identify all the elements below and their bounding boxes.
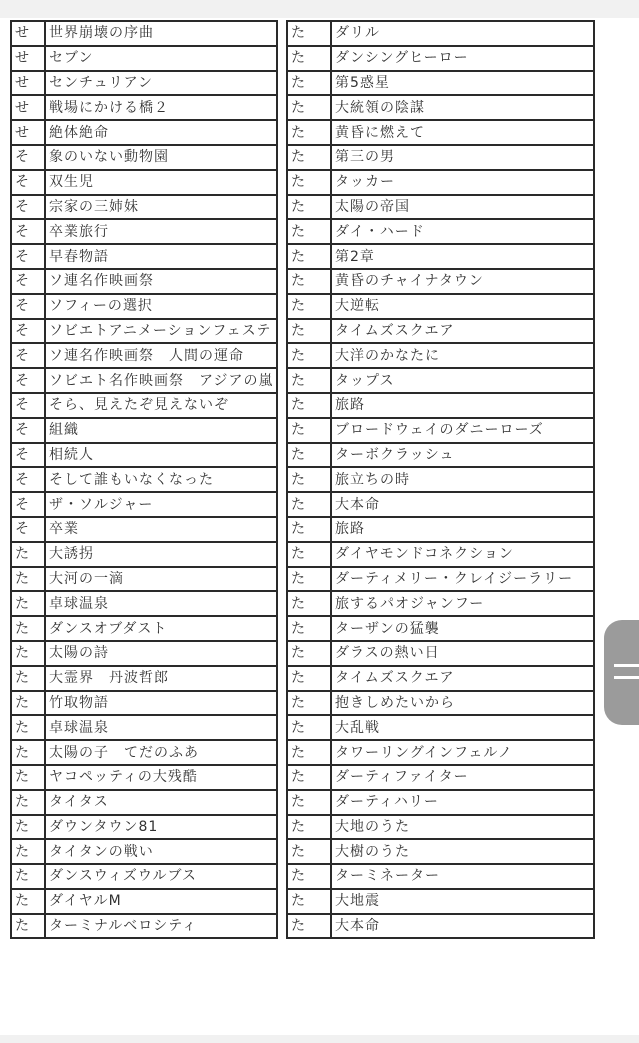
kana-cell: た <box>11 790 45 815</box>
kana-cell: た <box>11 567 45 592</box>
movie-table-left <box>10 20 278 939</box>
title-cell: ソビエトアニメーションフェステ <box>45 319 277 344</box>
kana-cell: た <box>287 790 331 815</box>
title-cell: ダイヤルM <box>45 889 277 914</box>
kana-cell: そ <box>11 467 45 492</box>
kana-cell: た <box>287 219 331 244</box>
kana-cell: た <box>287 492 331 517</box>
kana-cell: た <box>287 170 331 195</box>
title-cell: 黄昏のチャイナタウン <box>331 269 594 294</box>
table-row <box>287 145 594 170</box>
table-row <box>287 443 594 468</box>
table-row <box>287 567 594 592</box>
kana-cell: せ <box>11 21 45 46</box>
table-row <box>287 542 594 567</box>
title-cell: 旅するパオジャンフー <box>331 591 594 616</box>
table-row <box>287 591 594 616</box>
title-cell: ソビエト名作映画祭 アジアの嵐 <box>45 368 277 393</box>
table-row <box>11 790 277 815</box>
kana-cell: そ <box>11 368 45 393</box>
title-cell: タイムズスクエア <box>331 319 594 344</box>
title-cell: 宗家の三姉妹 <box>45 195 277 220</box>
title-cell: 組織 <box>45 418 277 443</box>
table-row <box>287 641 594 666</box>
table-row <box>287 492 594 517</box>
kana-cell: そ <box>11 294 45 319</box>
table-row <box>11 616 277 641</box>
table-row <box>11 715 277 740</box>
title-cell: 太陽の詩 <box>45 641 277 666</box>
title-cell: ダウンタウン81 <box>45 815 277 840</box>
kana-cell: せ <box>11 71 45 96</box>
table-row <box>287 467 594 492</box>
kana-cell: そ <box>11 443 45 468</box>
kana-cell: た <box>287 46 331 71</box>
title-cell: 絶体絶命 <box>45 120 277 145</box>
kana-cell: そ <box>11 319 45 344</box>
table-row <box>287 715 594 740</box>
title-cell: 早春物語 <box>45 244 277 269</box>
title-cell: セブン <box>45 46 277 71</box>
kana-cell: た <box>11 641 45 666</box>
kana-cell: た <box>287 443 331 468</box>
kana-cell: た <box>287 145 331 170</box>
table-row <box>11 418 277 443</box>
table-row <box>287 343 594 368</box>
title-cell: 黄昏に燃えて <box>331 120 594 145</box>
kana-cell: た <box>11 715 45 740</box>
title-cell: 相続人 <box>45 443 277 468</box>
title-cell: ダンシングヒーロー <box>331 46 594 71</box>
kana-cell: た <box>287 839 331 864</box>
title-cell: 大本命 <box>331 914 594 939</box>
kana-cell: た <box>287 740 331 765</box>
kana-cell: た <box>11 616 45 641</box>
kana-cell: た <box>287 715 331 740</box>
title-cell: 卒業 <box>45 517 277 542</box>
title-cell: 大地のうた <box>331 815 594 840</box>
title-cell: 世界崩壊の序曲 <box>45 21 277 46</box>
title-cell: そして誰もいなくなった <box>45 467 277 492</box>
table-row <box>11 542 277 567</box>
title-cell: 大乱戦 <box>331 715 594 740</box>
title-cell: ダーティファイター <box>331 765 594 790</box>
title-cell: 戦場にかける橋２ <box>45 95 277 120</box>
table-row <box>11 641 277 666</box>
title-cell: ターボクラッシュ <box>331 443 594 468</box>
bottom-bar <box>0 1035 639 1043</box>
table-row <box>11 443 277 468</box>
kana-cell: た <box>287 343 331 368</box>
title-cell: ザ・ソルジャー <box>45 492 277 517</box>
table-row <box>11 765 277 790</box>
title-cell: 大逆転 <box>331 294 594 319</box>
table-row <box>287 418 594 443</box>
table-row <box>11 492 277 517</box>
kana-cell: せ <box>11 46 45 71</box>
kana-cell: た <box>287 120 331 145</box>
title-cell: 太陽の帝国 <box>331 195 594 220</box>
title-cell: そら、見えたぞ見えないぞ <box>45 393 277 418</box>
kana-cell: そ <box>11 418 45 443</box>
table-row <box>11 368 277 393</box>
title-cell: ダイヤモンドコネクション <box>331 542 594 567</box>
title-cell: 大誘拐 <box>45 542 277 567</box>
kana-cell: た <box>287 517 331 542</box>
table-row <box>11 195 277 220</box>
table-row <box>11 294 277 319</box>
kana-cell: た <box>287 467 331 492</box>
kana-cell: た <box>287 294 331 319</box>
title-cell: ソ連名作映画祭 人間の運命 <box>45 343 277 368</box>
kana-cell: た <box>287 393 331 418</box>
kana-cell: た <box>11 691 45 716</box>
table-row <box>11 343 277 368</box>
table-row <box>11 591 277 616</box>
kana-cell: そ <box>11 492 45 517</box>
title-cell: ターミナルベロシティ <box>45 914 277 939</box>
kana-cell: た <box>287 418 331 443</box>
title-cell: 大統領の陰謀 <box>331 95 594 120</box>
table-row <box>11 244 277 269</box>
kana-cell: た <box>287 542 331 567</box>
kana-cell: た <box>287 71 331 96</box>
table-row <box>287 195 594 220</box>
title-cell: タワーリングインフェルノ <box>331 740 594 765</box>
title-cell: 大洋のかなたに <box>331 343 594 368</box>
title-cell: 太陽の子 てだのふあ <box>45 740 277 765</box>
table-row <box>287 319 594 344</box>
kana-cell: た <box>287 567 331 592</box>
title-cell: 象のいない動物園 <box>45 145 277 170</box>
table-row <box>287 815 594 840</box>
kana-cell: そ <box>11 343 45 368</box>
table-row <box>287 120 594 145</box>
table-row <box>11 839 277 864</box>
table-row <box>287 616 594 641</box>
kana-cell: た <box>11 839 45 864</box>
table-row <box>287 244 594 269</box>
title-cell: ソ連名作映画祭 <box>45 269 277 294</box>
table-row <box>11 319 277 344</box>
table-row <box>11 219 277 244</box>
title-cell: ダンスオブダスト <box>45 616 277 641</box>
table-row <box>287 170 594 195</box>
title-cell: ソフィーの選択 <box>45 294 277 319</box>
table-row <box>287 864 594 889</box>
kana-cell: た <box>287 691 331 716</box>
kana-cell: た <box>287 368 331 393</box>
kana-cell: そ <box>11 145 45 170</box>
table-row <box>11 691 277 716</box>
kana-cell: そ <box>11 393 45 418</box>
movie-table-right <box>286 20 595 939</box>
table-row <box>11 666 277 691</box>
table-row <box>287 691 594 716</box>
table-row <box>287 790 594 815</box>
title-cell: 旅路 <box>331 517 594 542</box>
title-cell: 大本命 <box>331 492 594 517</box>
table-row <box>11 21 277 46</box>
title-cell: ターザンの猛襲 <box>331 616 594 641</box>
table-row <box>11 567 277 592</box>
title-cell: 第5惑星 <box>331 71 594 96</box>
table-row <box>287 71 594 96</box>
kana-cell: た <box>287 914 331 939</box>
title-cell: 第2章 <box>331 244 594 269</box>
title-cell: ダラスの熱い日 <box>331 641 594 666</box>
kana-cell: た <box>11 591 45 616</box>
title-cell: 大樹のうた <box>331 839 594 864</box>
kana-cell: そ <box>11 195 45 220</box>
table-row <box>287 21 594 46</box>
kana-cell: そ <box>11 244 45 269</box>
title-cell: 卓球温泉 <box>45 715 277 740</box>
kana-cell: た <box>287 21 331 46</box>
kana-cell: そ <box>11 269 45 294</box>
kana-cell: た <box>11 815 45 840</box>
title-cell: 卒業旅行 <box>45 219 277 244</box>
table-row <box>11 914 277 939</box>
title-cell: タイムズスクエア <box>331 666 594 691</box>
kana-cell: た <box>287 815 331 840</box>
kana-cell: た <box>287 641 331 666</box>
title-cell: 大霊界 丹波哲郎 <box>45 666 277 691</box>
kana-cell: た <box>287 244 331 269</box>
table-row <box>287 517 594 542</box>
table-row <box>287 740 594 765</box>
kana-cell: た <box>11 740 45 765</box>
title-cell: タイタス <box>45 790 277 815</box>
title-cell: ヤコペッティの大残酷 <box>45 765 277 790</box>
title-cell: タッカー <box>331 170 594 195</box>
title-cell: 第三の男 <box>331 145 594 170</box>
table-row <box>11 120 277 145</box>
table-row <box>287 914 594 939</box>
kana-cell: た <box>287 864 331 889</box>
table-row <box>287 269 594 294</box>
title-cell: 卓球温泉 <box>45 591 277 616</box>
kana-cell: た <box>11 889 45 914</box>
kana-cell: た <box>11 864 45 889</box>
kana-cell: た <box>287 765 331 790</box>
title-cell: センチュリアン <box>45 71 277 96</box>
top-bar <box>0 0 639 18</box>
table-row <box>287 368 594 393</box>
table-row <box>11 46 277 71</box>
table-row <box>11 517 277 542</box>
title-cell: 抱きしめたいから <box>331 691 594 716</box>
title-cell: ブロードウェイのダニーローズ <box>331 418 594 443</box>
title-cell: ダイ・ハード <box>331 219 594 244</box>
table-row <box>11 170 277 195</box>
table-row <box>287 219 594 244</box>
table-row <box>11 740 277 765</box>
table-row <box>287 393 594 418</box>
kana-cell: た <box>287 195 331 220</box>
table-row <box>287 666 594 691</box>
kana-cell: た <box>287 319 331 344</box>
table-row <box>11 269 277 294</box>
title-cell: ダーティメリー・クレイジーラリー <box>331 567 594 592</box>
side-panel-handle[interactable] <box>604 620 639 725</box>
kana-cell: た <box>11 914 45 939</box>
kana-cell: た <box>287 591 331 616</box>
title-cell: ダリル <box>331 21 594 46</box>
kana-cell: た <box>11 542 45 567</box>
kana-cell: た <box>11 765 45 790</box>
table-row <box>287 294 594 319</box>
table-row <box>11 393 277 418</box>
title-cell: ダンスウィズウルブス <box>45 864 277 889</box>
kana-cell: た <box>287 666 331 691</box>
kana-cell: た <box>287 889 331 914</box>
table-row <box>11 95 277 120</box>
table-row <box>11 467 277 492</box>
kana-cell: せ <box>11 95 45 120</box>
kana-cell: そ <box>11 170 45 195</box>
kana-cell: そ <box>11 517 45 542</box>
title-cell: 大河の一滴 <box>45 567 277 592</box>
kana-cell: せ <box>11 120 45 145</box>
handle-line-icon <box>614 664 639 667</box>
title-cell: 双生児 <box>45 170 277 195</box>
table-row <box>11 889 277 914</box>
title-cell: タップス <box>331 368 594 393</box>
table-row <box>11 815 277 840</box>
title-cell: タイタンの戦い <box>45 839 277 864</box>
title-cell: 旅路 <box>331 393 594 418</box>
kana-cell: そ <box>11 219 45 244</box>
table-row <box>11 71 277 96</box>
table-row <box>287 839 594 864</box>
kana-cell: た <box>287 616 331 641</box>
kana-cell: た <box>287 269 331 294</box>
table-row <box>11 864 277 889</box>
table-row <box>287 95 594 120</box>
handle-line-icon <box>614 676 639 679</box>
title-cell: 大地震 <box>331 889 594 914</box>
table-row <box>287 889 594 914</box>
table-row <box>287 765 594 790</box>
title-cell: ターミネーター <box>331 864 594 889</box>
kana-cell: た <box>11 666 45 691</box>
title-cell: ダーティハリー <box>331 790 594 815</box>
kana-cell: た <box>287 95 331 120</box>
title-cell: 竹取物語 <box>45 691 277 716</box>
table-row <box>287 46 594 71</box>
title-cell: 旅立ちの時 <box>331 467 594 492</box>
table-row <box>11 145 277 170</box>
